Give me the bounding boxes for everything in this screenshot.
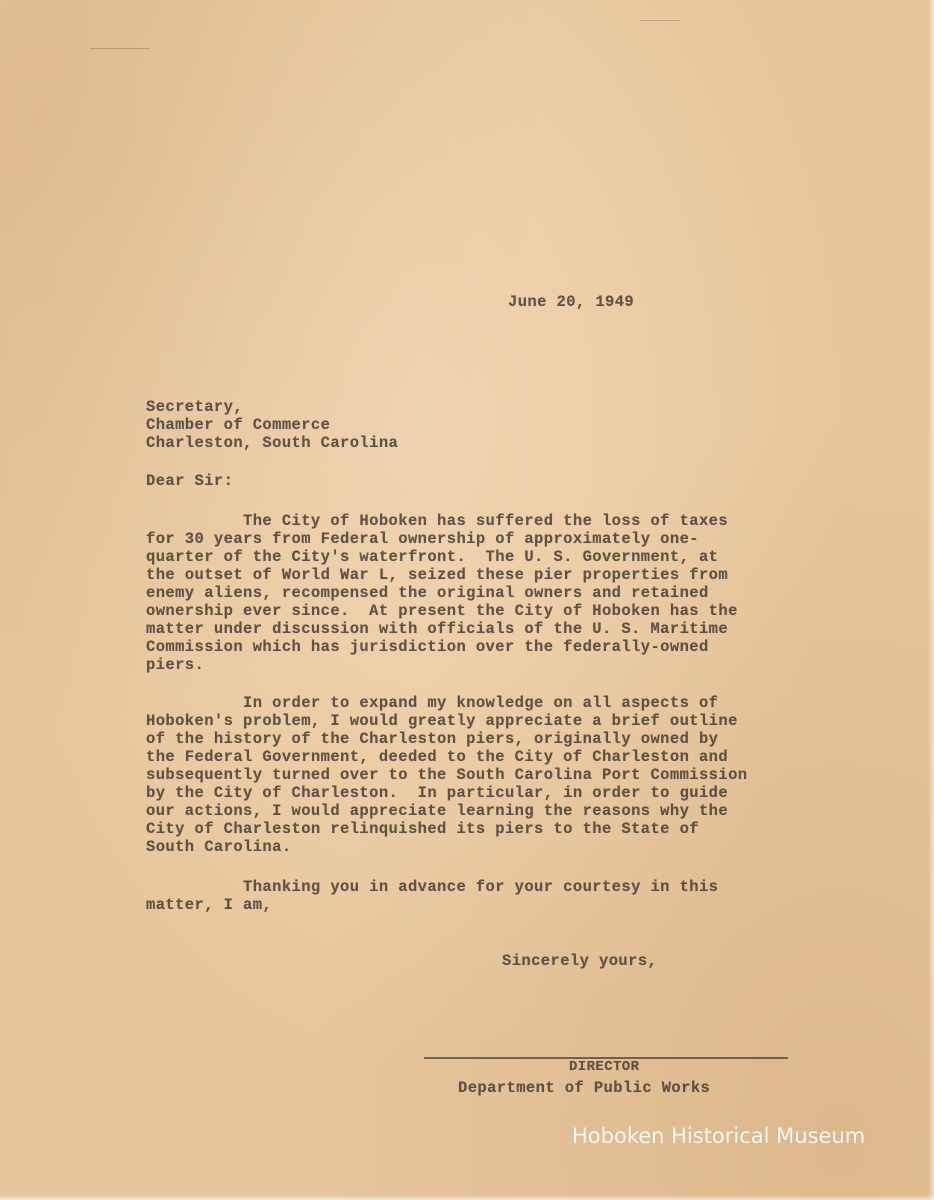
text-line: City of Charleston relinquished its piers to the State of — [146, 820, 699, 838]
text-line: enemy aliens, recompensed the original owners and retained — [146, 584, 709, 602]
text-line: for 30 years from Federal ownership of approximately one- — [146, 530, 699, 548]
complimentary-close: Sincerely yours, — [502, 952, 658, 970]
paper-edge-right — [928, 0, 934, 1200]
text-line: our actions, I would appreciate learning the reasons why the — [146, 802, 729, 820]
text-line: Commission which has jurisdiction over the federally-owned — [146, 638, 709, 656]
text-line: subsequently turned over to the South Carolina Port Commission — [146, 766, 748, 784]
text-line: In order to expand my knowledge on all aspects of — [146, 694, 719, 712]
address-line: Chamber of Commerce — [146, 416, 331, 434]
text-line: of the history of the Charleston piers, originally owned by — [146, 730, 719, 748]
paper-crease — [640, 20, 680, 21]
letter-date: June 20, 1949 — [508, 293, 635, 311]
paper-edge-bottom — [0, 1195, 934, 1200]
paragraph-2 — [146, 694, 748, 856]
address-line: Secretary, — [146, 398, 244, 416]
text-line: Thanking you in advance for your courtesy in this — [146, 878, 719, 896]
paragraph-1 — [146, 512, 738, 674]
salutation: Dear Sir: — [146, 472, 234, 490]
text-line: the outset of World War L, seized these pier properties from — [146, 566, 729, 584]
signature-department: Department of Public Works — [458, 1079, 711, 1097]
text-line: quarter of the City's waterfront. The U. S. Government, at — [146, 548, 719, 566]
text-line: matter under discussion with officials of the U. S. Maritime — [146, 620, 729, 638]
paper-crease — [90, 48, 150, 49]
paragraph-3 — [146, 878, 718, 914]
text-line: matter, I am, — [146, 896, 273, 914]
recipient-address — [146, 398, 398, 452]
text-line: The City of Hoboken has suffered the loss of taxes — [146, 512, 729, 530]
text-line: the Federal Government, deeded to the City of Charleston and — [146, 748, 729, 766]
museum-watermark: Hoboken Historical Museum — [572, 1124, 866, 1148]
text-line: Hoboken's problem, I would greatly appreciate a brief outline — [146, 712, 738, 730]
text-line: South Carolina. — [146, 838, 292, 856]
address-line: Charleston, South Carolina — [146, 434, 399, 452]
text-line: piers. — [146, 656, 205, 674]
signature-title: DIRECTOR — [569, 1059, 640, 1075]
text-line: ownership ever since. At present the City of Hoboken has the — [146, 602, 738, 620]
text-line: by the City of Charleston. In particular, in order to guide — [146, 784, 729, 802]
